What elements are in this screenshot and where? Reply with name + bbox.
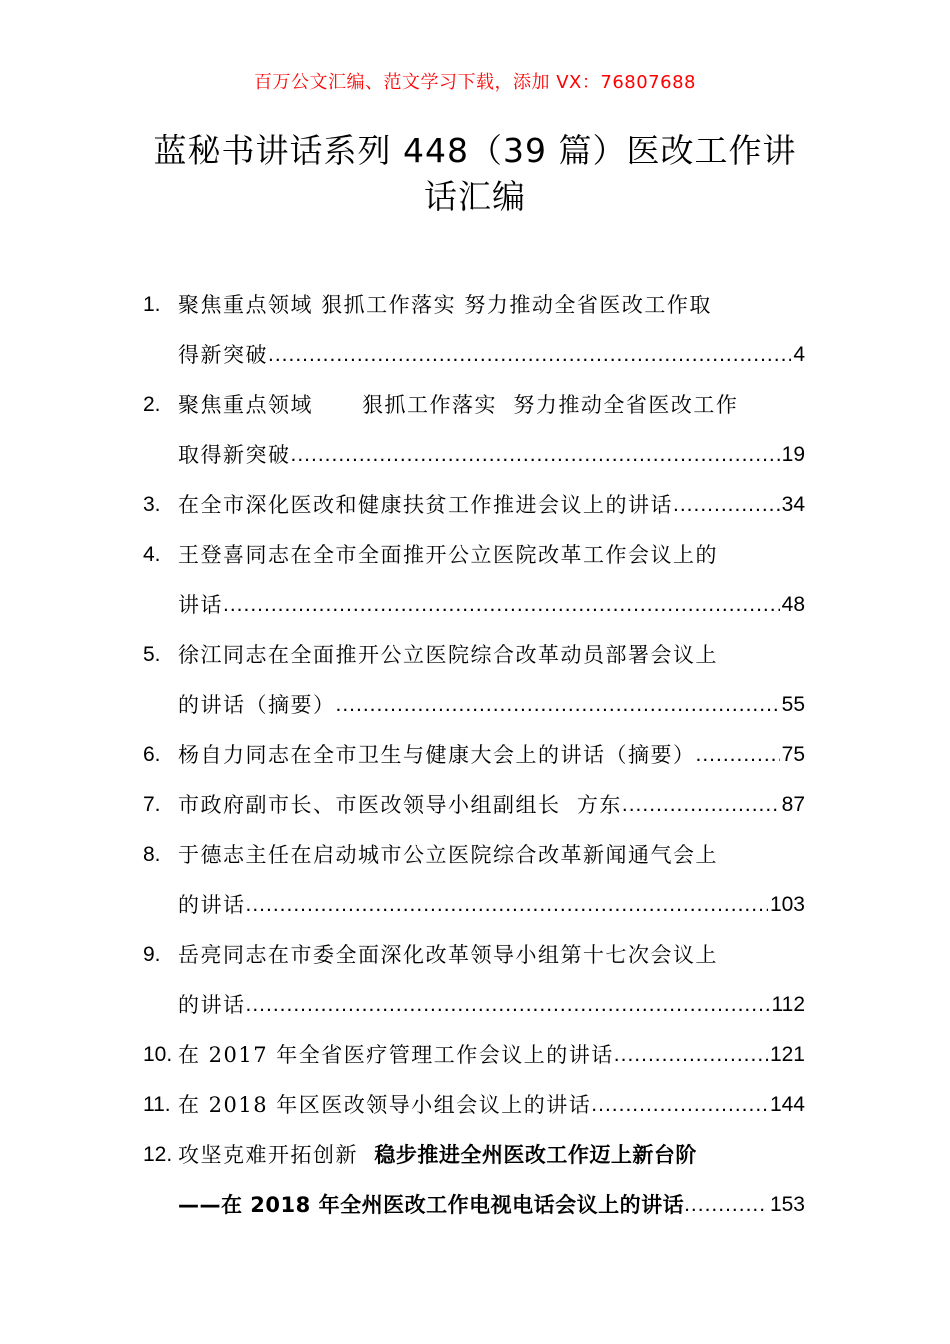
toc-item-title: 徐江同志在全面推开公立医院综合改革动员部署会议上 — [178, 643, 718, 667]
toc-dot-leader — [223, 580, 780, 630]
header-note: 百万公文汇编、范文学习下载，添加 VX：76807688 — [254, 72, 696, 93]
toc-item-number: 2. — [143, 393, 161, 416]
toc-item-title-cont: 取得新突破 — [178, 443, 291, 467]
toc-dot-leader — [336, 680, 780, 730]
toc-item-title: 于德志主任在启动城市公立医院综合改革新闻通气会上 — [178, 843, 718, 867]
toc-item-subtitle: ——在 2018 年全州医改工作电视电话会议上的讲话 — [178, 1193, 685, 1217]
toc-item[interactable] — [143, 730, 805, 780]
toc-item-title: 岳亮同志在市委全面深化改革领导小组第十七次会议上 — [178, 943, 718, 967]
toc-item-title: 聚焦重点领域 狠抓工作落实 努力推动全省医改工作取 — [178, 293, 712, 317]
toc-item-page: 112 — [771, 993, 805, 1016]
toc-item-title: 在 2018 年区医改领导小组会议上的讲话 — [178, 1093, 592, 1117]
toc-item[interactable] — [143, 530, 805, 630]
toc-dot-leader — [684, 1180, 768, 1230]
toc-item[interactable] — [143, 380, 805, 480]
toc-item-title-cont: 的讲话（摘要） — [178, 693, 336, 717]
toc-dot-leader — [673, 480, 780, 530]
toc-item-title-cont: 得新突破 — [178, 343, 268, 367]
toc-item-number: 12. — [143, 1143, 173, 1166]
toc-item-title-bold: 稳步推进全州医改工作迈上新台阶 — [374, 1143, 697, 1167]
toc-item-title-cont: 讲话 — [178, 593, 223, 617]
toc-item-number: 6. — [143, 743, 161, 766]
toc-item-page: 144 — [769, 1093, 805, 1116]
toc-item[interactable] — [143, 280, 805, 380]
toc-item-page: 87 — [781, 793, 805, 816]
toc-dot-leader — [622, 780, 780, 830]
toc-item-title: 聚焦重点领域 狠抓工作落实 努力推动全省医改工作 — [178, 393, 739, 417]
table-of-contents — [143, 280, 805, 1230]
toc-item-number: 7. — [143, 793, 161, 816]
toc-dot-leader — [246, 880, 768, 930]
toc-item-page: 34 — [781, 493, 805, 516]
toc-item-page: 55 — [781, 693, 805, 716]
toc-item-number: 1. — [143, 293, 161, 316]
toc-item-number: 5. — [143, 643, 161, 666]
toc-item[interactable] — [143, 630, 805, 730]
toc-item-page: 121 — [769, 1043, 805, 1066]
toc-item-title: 在 2017 年全省医疗管理工作会议上的讲话 — [178, 1043, 614, 1067]
toc-item-number: 10. — [143, 1043, 173, 1066]
toc-item-number: 9. — [143, 943, 161, 966]
toc-dot-leader — [246, 980, 770, 1030]
toc-item-page: 75 — [781, 743, 805, 766]
toc-item-title-cont: 的讲话 — [178, 993, 246, 1017]
toc-item-number: 4. — [143, 543, 161, 566]
toc-dot-leader — [268, 330, 791, 380]
toc-dot-leader — [291, 430, 780, 480]
toc-item-number: 3. — [143, 493, 161, 516]
toc-item-number: 11. — [143, 1093, 171, 1116]
toc-item-page: 153 — [769, 1193, 805, 1216]
toc-item-title-cont: 的讲话 — [178, 893, 246, 917]
toc-item[interactable] — [143, 780, 805, 830]
toc-item-title: 市政府副市长、市医改领导小组副组长 方东 — [178, 793, 622, 817]
toc-item-title: 王登喜同志在全市全面推开公立医院改革工作会议上的 — [178, 543, 718, 567]
document-title: 蓝秘书讲话系列 448（39 篇）医改工作讲话汇编 — [153, 131, 797, 216]
toc-item-title: 杨自力同志在全市卫生与健康大会上的讲话（摘要） — [178, 743, 696, 767]
toc-item[interactable] — [143, 1030, 805, 1080]
toc-item-page: 48 — [781, 593, 805, 616]
toc-item[interactable] — [143, 1130, 805, 1230]
toc-item-title: 在全市深化医改和健康扶贫工作推进会议上的讲话 — [178, 493, 673, 517]
toc-item[interactable] — [143, 1080, 805, 1130]
toc-item-page: 103 — [769, 893, 805, 916]
toc-item[interactable] — [143, 930, 805, 1030]
toc-item[interactable] — [143, 480, 805, 530]
toc-item-number: 8. — [143, 843, 161, 866]
toc-item-page: 4 — [793, 343, 805, 366]
toc-item-title: 攻坚克难开拓创新 — [178, 1143, 375, 1167]
toc-dot-leader — [614, 1030, 768, 1080]
toc-dot-leader — [696, 730, 780, 780]
toc-dot-leader — [591, 1080, 768, 1130]
toc-item[interactable] — [143, 830, 805, 930]
toc-item-page: 19 — [781, 443, 805, 466]
